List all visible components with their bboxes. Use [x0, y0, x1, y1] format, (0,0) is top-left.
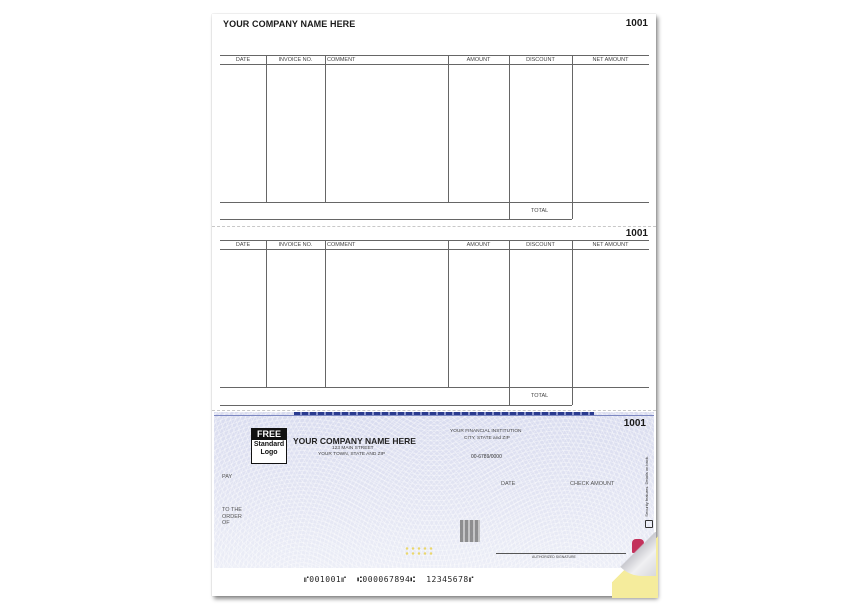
table-body-line	[220, 202, 649, 203]
signature-label: AUTHORIZED SIGNATURE	[532, 555, 576, 559]
perforation-line	[212, 410, 656, 411]
table-header-row	[212, 241, 656, 249]
hologram-icon	[460, 520, 480, 542]
to-order-line2: ORDER	[222, 513, 242, 520]
logo-free-text: FREE	[252, 429, 286, 440]
col-divider	[572, 55, 573, 219]
total-label: TOTAL	[531, 393, 549, 399]
stub-check-number: 1001	[625, 228, 648, 239]
pay-label: PAY	[222, 474, 233, 480]
table-bottom-line	[220, 405, 572, 406]
signature-line	[496, 553, 626, 554]
col-divider	[266, 240, 267, 387]
col-divider	[448, 240, 449, 387]
table-header-row	[212, 56, 656, 64]
bank-name: YOUR FINANCIAL INSTITUTION	[450, 429, 522, 434]
col-amount: AMOUNT	[466, 242, 491, 248]
micr-line: ⑈001001⑈ ⑆000067894⑆ 12345678⑈	[304, 575, 475, 584]
table-body-line	[220, 387, 649, 388]
col-divider	[448, 55, 449, 202]
to-order-line3: OF	[222, 520, 230, 526]
col-comment: COMMENT	[327, 57, 356, 63]
standard-logo	[251, 428, 287, 464]
col-amount: AMOUNT	[466, 57, 491, 63]
col-divider	[266, 55, 267, 202]
table-bottom-line	[220, 219, 572, 220]
col-invoice-no: INVOICE NO.	[278, 57, 313, 63]
check-number: 1001	[623, 418, 646, 429]
perforation-line	[212, 226, 656, 227]
col-divider	[509, 55, 510, 219]
col-divider	[325, 240, 326, 387]
col-divider	[325, 55, 326, 202]
col-divider	[572, 240, 573, 405]
col-invoice-no: INVOICE NO.	[278, 242, 313, 248]
to-the-order-of-label	[222, 507, 242, 527]
check-form-paper	[212, 14, 656, 596]
check-body	[214, 412, 654, 568]
fraction-code: 00-6789/0000	[471, 454, 502, 460]
stub-company-name: YOUR COMPANY NAME HERE	[223, 19, 356, 29]
col-date: DATE	[235, 242, 251, 248]
total-label: TOTAL	[531, 208, 549, 214]
col-discount: DISCOUNT	[526, 57, 555, 63]
padlock-icon	[645, 520, 653, 528]
logo-logo-text: Logo	[260, 449, 278, 456]
col-divider	[509, 240, 510, 405]
bank-city: CITY, STATE and ZIP	[464, 436, 510, 441]
stub-check-number: 1001	[625, 18, 648, 29]
table-header-line	[220, 249, 649, 250]
check-amount-label: CHECK AMOUNT	[570, 481, 615, 487]
company-address-line2: YOUR TOWN, STATE AND ZIP	[318, 452, 386, 457]
to-order-line1: TO THE	[222, 507, 242, 513]
col-net-amount: NET AMOUNT	[592, 242, 629, 248]
date-label: DATE	[501, 481, 516, 487]
security-note: Security features. Details on back.	[644, 456, 649, 517]
col-date: DATE	[235, 57, 251, 63]
logo-standard-text: Standard	[253, 441, 285, 448]
col-net-amount: NET AMOUNT	[592, 57, 629, 63]
microprint-rule	[214, 415, 654, 416]
check-company-name: YOUR COMPANY NAME HERE	[293, 436, 416, 446]
company-address-line1: 123 MAIN STREET	[332, 446, 374, 451]
table-header-line	[220, 64, 649, 65]
security-dots	[404, 546, 434, 556]
col-comment: COMMENT	[327, 242, 356, 248]
col-discount: DISCOUNT	[526, 242, 555, 248]
